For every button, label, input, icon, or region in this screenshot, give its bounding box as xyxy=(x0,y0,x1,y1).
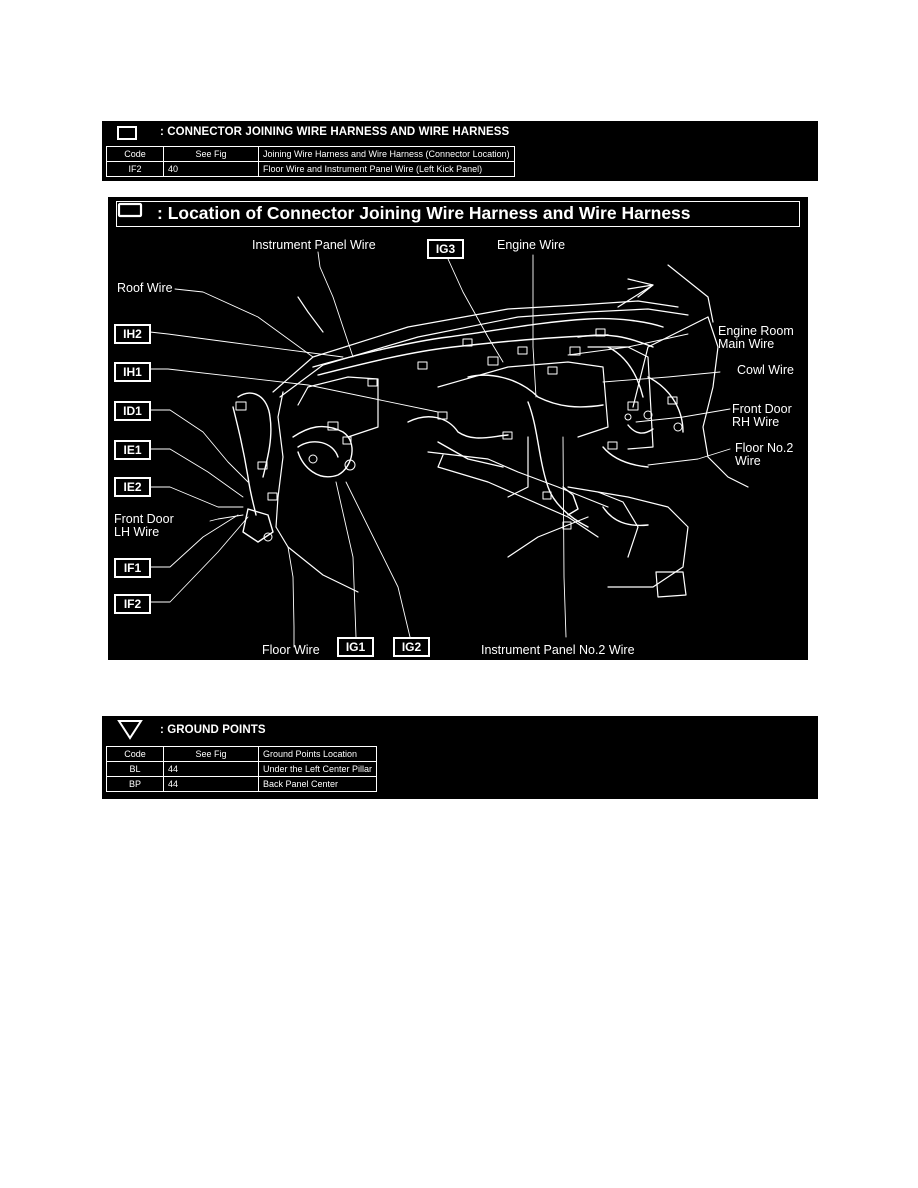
table-header-row xyxy=(107,147,515,162)
row-code: BL xyxy=(107,762,164,777)
row-see-fig: 44 xyxy=(164,762,259,777)
label-cowl-wire: Cowl Wire xyxy=(737,363,794,377)
connector-location-figure xyxy=(108,197,808,660)
code-box-ih1: IH1 xyxy=(114,362,151,382)
table-row xyxy=(107,762,377,777)
col-header-see-fig: See Fig xyxy=(164,147,259,162)
label-engine-room-main-wire-line1: Engine Room xyxy=(718,324,794,338)
label-front-door-lh-wire-line2: LH Wire xyxy=(114,525,160,539)
connector-table xyxy=(102,121,818,181)
label-front-door-rh-wire-line2: RH Wire xyxy=(732,415,780,429)
label-engine-wire: Engine Wire xyxy=(497,238,566,252)
row-location: Back Panel Center xyxy=(259,777,377,792)
code-box-if2: IF2 xyxy=(114,594,151,614)
label-instrument-panel-no2-wire: Instrument Panel No.2 Wire xyxy=(481,643,635,657)
row-location: Floor Wire and Instrument Panel Wire (Left Kick Panel) xyxy=(259,162,515,177)
table-row xyxy=(107,162,515,177)
col-header-see-fig: See Fig xyxy=(164,747,259,762)
label-front-door-lh-wire-line1: Front Door xyxy=(114,512,174,526)
row-location: Under the Left Center Pillar xyxy=(259,762,377,777)
ground-triangle-icon xyxy=(116,718,144,740)
code-box-if1: IF1 xyxy=(114,558,151,578)
code-box-ig1: IG1 xyxy=(337,637,374,657)
connector-table-grid xyxy=(106,146,515,177)
col-header-code: Code xyxy=(107,747,164,762)
row-code: IF2 xyxy=(107,162,164,177)
table-row xyxy=(107,777,377,792)
table-header-row xyxy=(107,747,377,762)
ground-table-title: : GROUND POINTS xyxy=(160,724,266,736)
label-front-door-rh-wire-line1: Front Door xyxy=(732,402,792,416)
row-code: BP xyxy=(107,777,164,792)
label-floor-no2-wire-line2: Wire xyxy=(735,454,761,468)
label-floor-wire: Floor Wire xyxy=(262,643,320,657)
figure-title: : Location of Connector Joining Wire Harness and Wire Harness xyxy=(157,203,691,223)
label-floor-no2-wire-line1: Floor No.2 xyxy=(735,441,794,455)
row-see-fig: 44 xyxy=(164,777,259,792)
code-box-ig2: IG2 xyxy=(393,637,430,657)
ground-table-header xyxy=(102,716,818,742)
connector-table-title: : CONNECTOR JOINING WIRE HARNESS AND WIRE HARNESS xyxy=(160,126,510,138)
figure-title-bar xyxy=(116,201,800,227)
label-roof-wire: Roof Wire xyxy=(117,281,173,295)
code-box-ig3: IG3 xyxy=(427,239,464,259)
connector-blocks xyxy=(236,329,682,541)
code-box-ih2: IH2 xyxy=(114,324,151,344)
col-header-location: Joining Wire Harness and Wire Harness (Connector Location) xyxy=(259,147,515,162)
col-header-code: Code xyxy=(107,147,164,162)
code-box-ie1: IE1 xyxy=(114,440,151,460)
code-box-id1: ID1 xyxy=(114,401,151,421)
leader-lines xyxy=(150,252,730,647)
dashboard-wiring-drawing xyxy=(108,197,808,660)
col-header-location: Ground Points Location xyxy=(259,747,377,762)
row-see-fig: 40 xyxy=(164,162,259,177)
connector-square-icon xyxy=(116,125,138,141)
ground-points-table xyxy=(102,716,818,799)
ground-table-grid xyxy=(106,746,377,792)
label-instrument-panel-wire: Instrument Panel Wire xyxy=(252,238,376,252)
connector-table-header xyxy=(102,121,818,147)
connector-square-icon xyxy=(117,202,143,218)
wire-harness-bundles xyxy=(233,319,683,542)
label-engine-room-main-wire-line2: Main Wire xyxy=(718,337,775,351)
code-box-ie2: IE2 xyxy=(114,477,151,497)
